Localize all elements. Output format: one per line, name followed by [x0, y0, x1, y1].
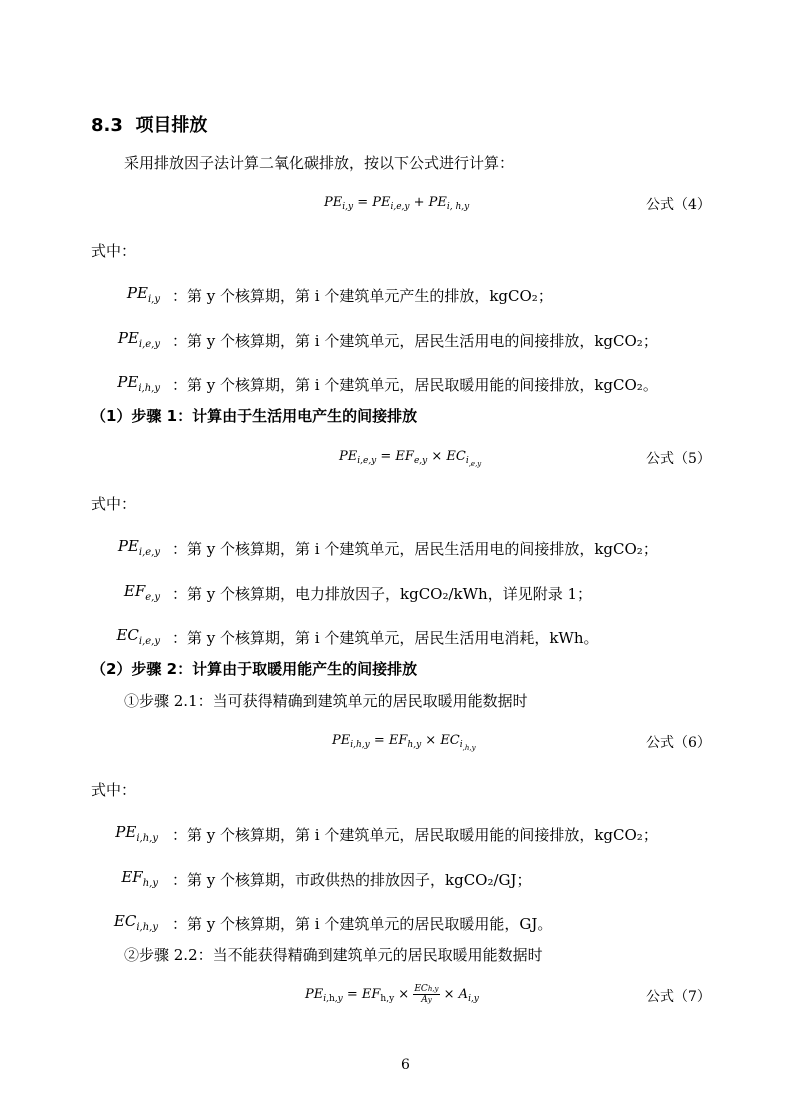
def-PE-i-y: ：第 y 个核算期，第 i 个建筑单元产生的排放，kgCO₂；: [172, 287, 553, 305]
formula-6: $PE_{i,h,y} = EF_{h,y} \times EC_{i_{,h,y}}$: [332, 733, 476, 752]
var-PE-i-h-y: $PE_{i,h,y}$: [117, 373, 160, 394]
def-PE-i-h-y-2: ：第 y 个核算期，第 i 个建筑单元，居民取暖用能的间接排放，kgCO₂；: [172, 826, 658, 844]
formula-4: $PE_{i,y} = PE_{i,e,y} + PE_{i, h,y}$: [324, 195, 470, 212]
def-EF-e-y: ：第 y 个核算期，电力排放因子，kgCO₂/kWh，详见附录 1；: [172, 585, 593, 603]
step-2-heading: （2）步骤 2：计算由于取暖用能产生的间接排放: [91, 660, 418, 678]
formula-6-label: 公式（6）: [646, 735, 711, 751]
wherein-label-2: 式中：: [91, 495, 137, 513]
page-number: 6: [401, 1057, 410, 1073]
def-EF-h-y: ：第 y 个核算期，市政供热的排放因子，kgCO₂/GJ；: [172, 871, 532, 889]
def-PE-i-e-y-2: ：第 y 个核算期，第 i 个建筑单元，居民生活用电的间接排放，kgCO₂；: [172, 540, 658, 558]
formula-7-label: 公式（7）: [646, 989, 711, 1005]
var-PE-i-y: $PE_{i,y}$: [126, 284, 160, 305]
wherein-label-3: 式中：: [91, 781, 137, 799]
var-EF-h-y: $EF_{h,y}$: [121, 868, 158, 889]
wherein-label-1: 式中：: [91, 242, 137, 260]
def-EC-i-e-y: ：第 y 个核算期，第 i 个建筑单元，居民生活用电消耗，kWh。: [172, 629, 599, 647]
formula-7: $PE_{i,h,y} = EF_{h,y}$ × $\frac{\text{ECh,y}}{Ay}$ × $A_{i,y}$: [305, 984, 479, 1005]
var-PE-i-e-y-2: $PE_{i,e,y}$: [117, 537, 160, 558]
var-EF-e-y: $EF_{e,y}$: [123, 582, 160, 603]
def-PE-i-e-y: ：第 y 个核算期，第 i 个建筑单元，居民生活用电的间接排放，kgCO₂；: [172, 332, 658, 350]
step-1-heading: （1）步骤 1：计算由于生活用电产生的间接排放: [91, 407, 418, 425]
formula-4-label: 公式（4）: [646, 197, 711, 213]
def-EC-i-h-y: ：第 y 个核算期，第 i 个建筑单元的居民取暖用能，GJ。: [172, 915, 553, 933]
section-heading: [91, 111, 207, 137]
def-PE-i-h-y: ：第 y 个核算期，第 i 个建筑单元，居民取暖用能的间接排放，kgCO₂。: [172, 376, 658, 394]
fraction: $\frac{\text{ECh,y}}{Ay}$: [414, 984, 439, 1005]
section-title: 项目排放: [135, 115, 208, 136]
formula-5: $PE_{i,e,y} = EF_{e,y} \times EC_{i_{,e,y}}$: [339, 449, 482, 468]
section-number: 8.3: [91, 115, 123, 136]
var-EC-i-h-y: $EC_{i,h,y}$: [113, 912, 158, 933]
var-PE-i-e-y: $PE_{i,e,y}$: [117, 329, 160, 350]
formula-5-label: 公式（5）: [646, 451, 711, 467]
var-EC-i-e-y: $EC_{i,e,y}$: [116, 626, 160, 647]
var-PE-i-h-y-2: $PE_{i,h,y}$: [115, 823, 158, 844]
step-2-1-text: ①步骤 2.1：当可获得精确到建筑单元的居民取暖用能数据时: [124, 692, 528, 710]
intro-paragraph: 采用排放因子法计算二氧化碳排放，按以下公式进行计算：: [124, 154, 515, 172]
step-2-2-text: ②步骤 2.2：当不能获得精确到建筑单元的居民取暖用能数据时: [124, 946, 543, 964]
